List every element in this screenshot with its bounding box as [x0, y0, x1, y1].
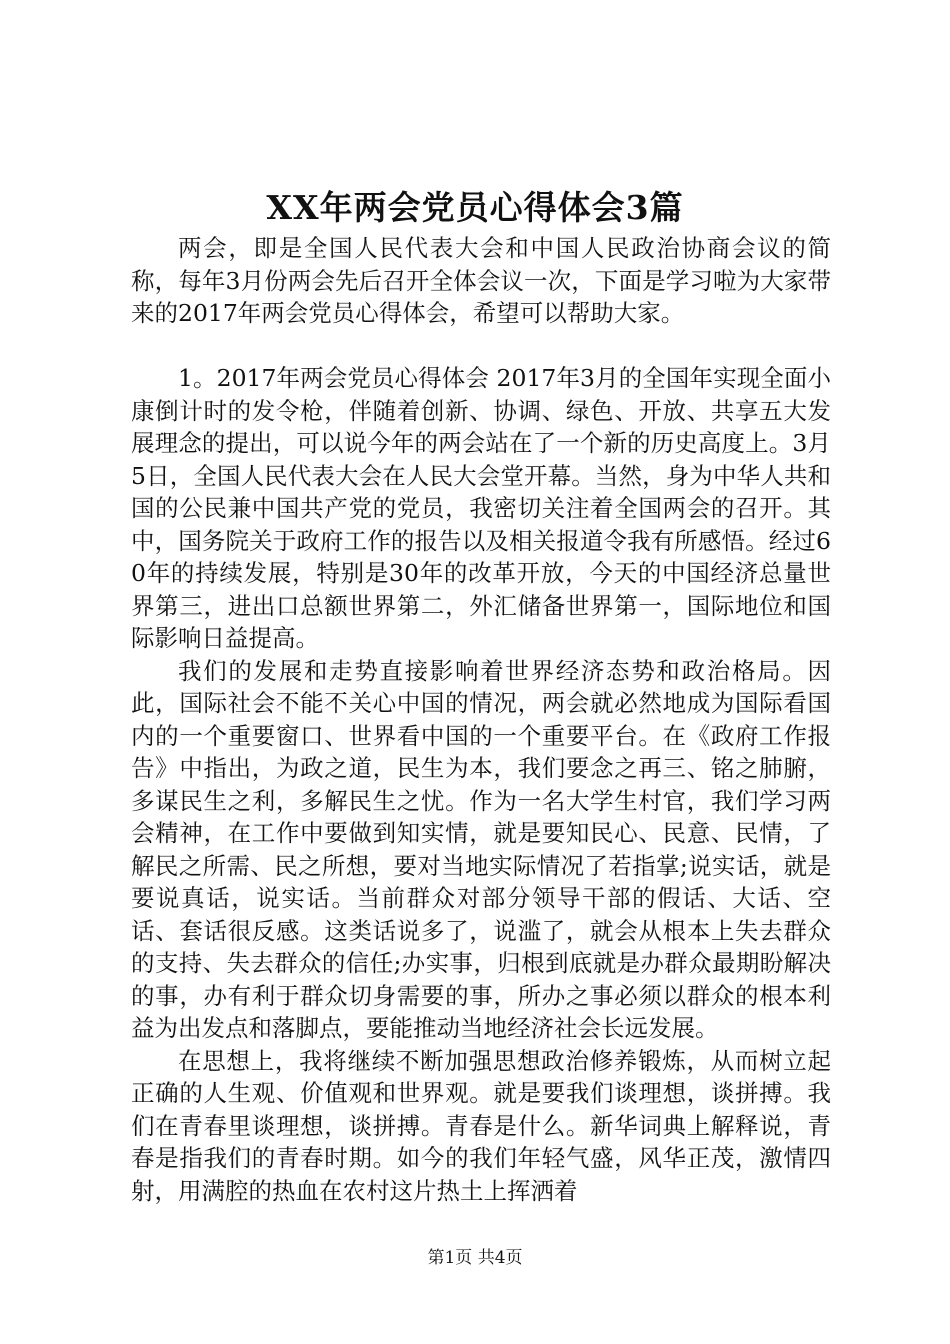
page-number-footer: 第1页 共4页: [427, 1248, 523, 1268]
body-paragraph-3: 在思想上，我将继续不断加强思想政治修养锻炼，从而树立起正确的人生观、价值观和世界观。就是要我们谈理想，谈拼搏。我们在青春里谈理想，谈拼搏。青春是什么。新华词典上解释说，青春是指我们的青春时期。如今的我们年轻气盛，风华正茂，激情四射，用满腔的热血在农村这片热土上挥洒着: [131, 1046, 831, 1205]
document-body: [131, 232, 831, 1207]
body-paragraph-2: 我们的发展和走势直接影响着世界经济态势和政治格局。因此，国际社会不能不关心中国的情况，两会就必然地成为国际看国内的一个重要窗口、世界看中国的一个重要平台。在《政府工作报告》中指出，为政之道，民生为本，我们要念之再三、铭之肺腑，多谋民生之利，多解民生之忧。作为一名大学生村官，我们学习两会精神，在工作中要做到知实情，就是要知民心、民意、民情，了解民之所需、民之所想，要对当地实际情况了若指掌;说实话，就是要说真话，说实话。当前群众对部分领导干部的假话、大话、空话、套话很反感。这类话说多了，说滥了，就会从根本上失去群众的支持、失去群众的信任;办实事，归根到底就是办群众最期盼解决的事，办有利于群众切身需要的事，所办之事必须以群众的根本利益为出发点和落脚点，要能推动当地经济社会长远发展。: [131, 656, 831, 1042]
body-paragraph-1: 1。2017年两会党员心得体会 2017年3月的全国年实现全面小康倒计时的发令枪，伴随着创新、协调、绿色、开放、共享五大发展理念的提出，可以说今年的两会站在了一个新的历史高度上。3月5日，全国人民代表大会在人民大会堂开幕。当然，身为中华人共和国的公民兼中国共产党的党员，我密切关注着全国两会的召开。其中，国务院关于政府工作的报告以及相关报道令我有所感悟。经过60年的持续发展，特别是30年的改革开放，今天的中国经济总量世界第三，进出口总额世界第二，外汇储备世界第一，国际地位和国际影响日益提高。: [131, 364, 831, 652]
document-title: XX年两会党员心得体会3篇: [266, 188, 684, 227]
intro-paragraph: 两会，即是全国人民代表大会和中国人民政治协商会议的简称，每年3月份两会先后召开全体会议一次，下面是学习啦为大家带来的2017年两会党员心得体会，希望可以帮助大家。: [131, 234, 831, 327]
